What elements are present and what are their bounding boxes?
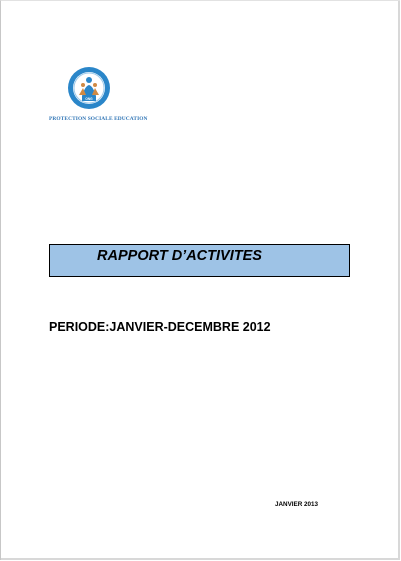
- organization-name: PROTECTION SOCIALE EDUCATION: [49, 116, 148, 122]
- svg-text:ONG: ONG: [85, 97, 93, 101]
- report-title: RAPPORT D’ACTIVITES: [97, 248, 262, 264]
- report-period: PERIODE:JANVIER-DECEMBRE 2012: [49, 320, 271, 334]
- report-date: JANVIER 2013: [275, 501, 319, 508]
- organization-seal-logo-icon: [67, 66, 111, 110]
- report-title-box: [49, 244, 350, 277]
